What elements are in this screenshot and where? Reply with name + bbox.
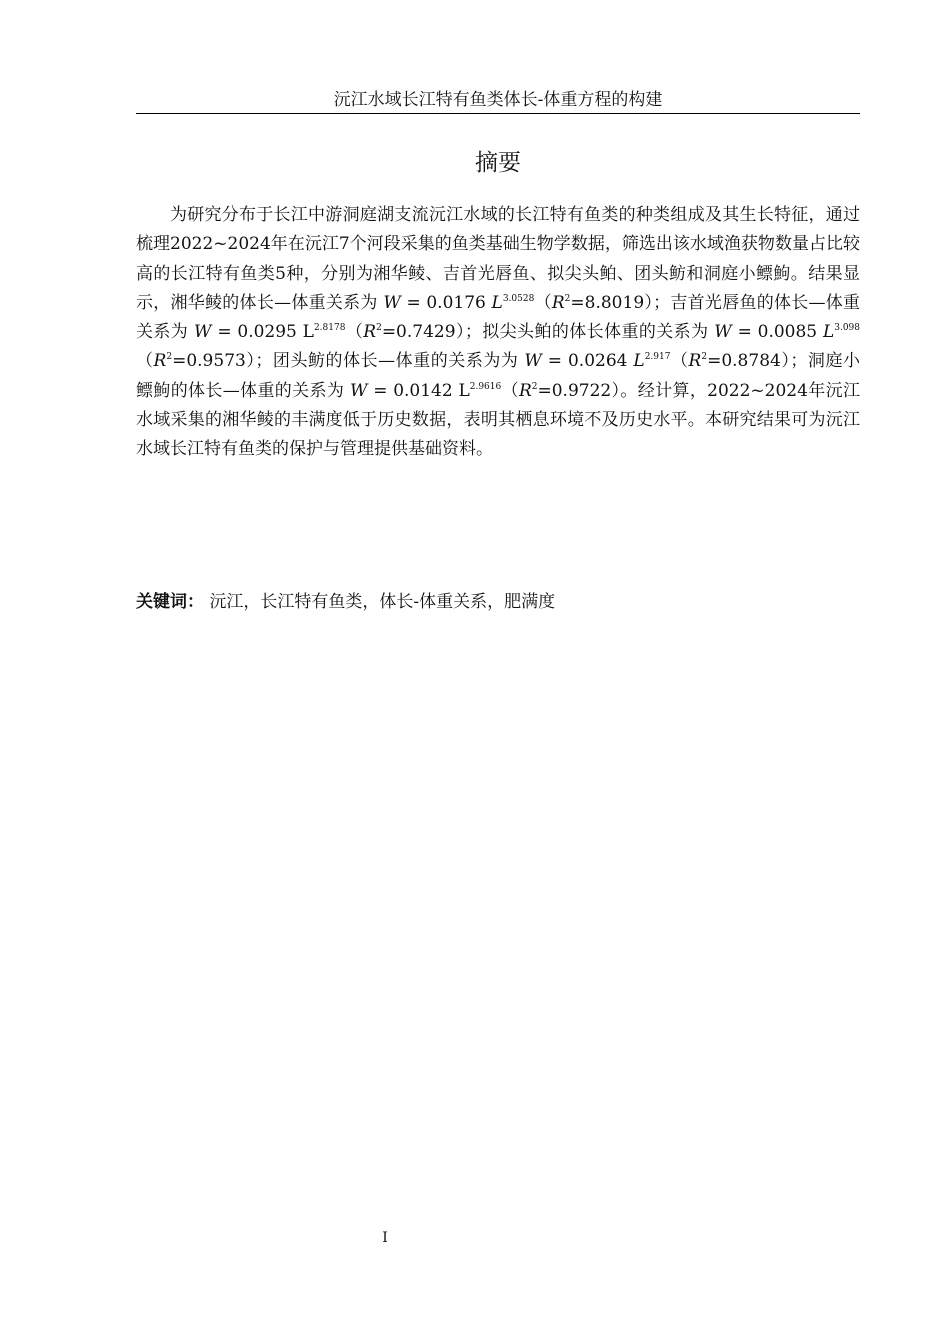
- formula-variable: L: [822, 322, 835, 343]
- formula-variable: R: [688, 351, 702, 372]
- formula-variable: R: [153, 351, 167, 372]
- formula-exponent: 2: [564, 293, 571, 304]
- formula-r-squared-text: =0.9722）。: [537, 380, 638, 401]
- abstract-heading: 摘要: [475, 150, 521, 176]
- formula-r-squared-text: =8.8019）；吉首光唇鱼的体长—体重关系为: [136, 292, 861, 343]
- formula-coefficient: = 0.0264: [541, 351, 634, 372]
- keywords-line: [136, 589, 860, 615]
- abstract-conclusion: 经计算，2022~2024年沅江水域采集的湘华鲮的丰满度低于历史数据，表明其栖息环境不及历史水平。本研究结果可为沅江水域长江特有鱼类的保护与管理提供基础资料。: [136, 380, 860, 460]
- formula-variable: W: [383, 292, 401, 313]
- formula-r-squared-text: =0.9573）；团头鲂的体长—体重的关系为为: [172, 351, 525, 372]
- keywords-text: 沅江，长江特有鱼类，体长-体重关系，肥满度: [209, 592, 556, 612]
- formula-variable: L: [633, 351, 645, 372]
- abstract-body: [136, 201, 860, 465]
- formula-variable: W: [714, 322, 732, 343]
- formula-exponent: 2: [701, 352, 708, 363]
- formula-variable: R: [518, 380, 532, 401]
- formula-exponent: 2.8178: [313, 323, 346, 334]
- formula-r-squared-text: =0.7429）；拟尖头鲌的体长体重的关系为: [381, 322, 715, 343]
- formula-coefficient: = 0.0176: [400, 292, 492, 313]
- keywords-label: 关键词：: [136, 592, 204, 612]
- formula-variable: W: [524, 351, 542, 372]
- formula-exponent: 3.098: [834, 323, 860, 334]
- formula-variable: W: [194, 322, 212, 343]
- formula-variable: L: [491, 292, 503, 313]
- formula-exponent: 3.0528: [502, 293, 535, 304]
- formula-variable: R: [551, 292, 565, 313]
- formula-r-squared-text: =0.8784）；洞庭小鳔鮈的体长—体重的关系为: [136, 351, 860, 401]
- abstract-intro: 为研究分布于长江中游洞庭湖支流沅江水域的长江特有鱼类的种类组成及其生长特征，通过梳理2022~2024年在沅江7个河段采集的鱼类基础生物学数据，筛选出该水域渔获物数量占比较高的长江特有鱼类5种，分别为湘华鲮、吉首光唇鱼、拟尖头鲌、团头鲂和洞庭小鳔鮈。结果显示，湘华鲮的体长—体重关系为: [136, 205, 860, 313]
- formula-exponent: 2: [531, 381, 538, 392]
- formula-variable: R: [363, 322, 377, 343]
- formula-paren: （: [534, 292, 552, 313]
- formula-exponent: 2.9616: [469, 381, 502, 392]
- formula-coefficient: = 0.0142 L: [367, 380, 470, 401]
- running-header: 沅江水域长江特有鱼类体长-体重方程的构建: [333, 90, 663, 110]
- formula-coefficient: = 0.0295 L: [211, 322, 314, 343]
- formula-paren: （: [670, 351, 689, 372]
- formula-coefficient: = 0.0085: [731, 322, 823, 343]
- formula-paren: （: [136, 351, 154, 372]
- formula-exponent: 2.917: [644, 352, 671, 363]
- formula-paren: （: [345, 322, 364, 343]
- formula-variable: W: [349, 380, 368, 401]
- header-divider: [136, 113, 860, 114]
- formula-paren: （: [501, 380, 519, 401]
- formula-exponent: 2: [376, 323, 382, 334]
- formula-exponent: 2: [166, 352, 173, 363]
- page-number: I: [382, 1230, 388, 1246]
